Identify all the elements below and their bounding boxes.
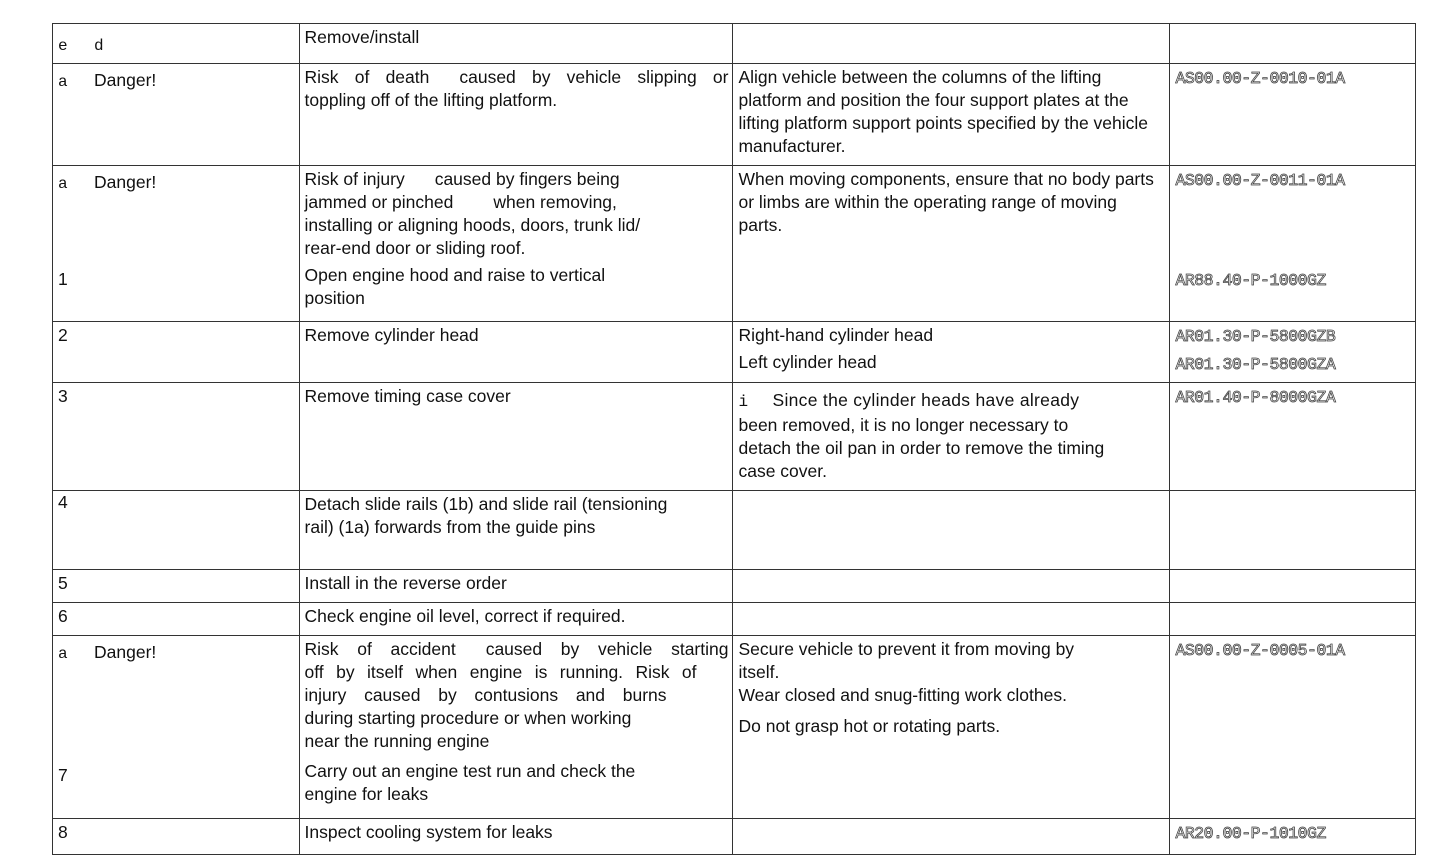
danger-icon: a bbox=[58, 73, 68, 91]
header-cell-empty-3 bbox=[733, 24, 1170, 64]
step-text: Remove timing case cover bbox=[304, 386, 511, 406]
danger-action: Align vehicle between the columns of the lifting platform and position the four support plates at the lifting platform support points specified by the vehicle manufacturer. bbox=[738, 67, 1149, 156]
reference-link[interactable]: AS00.00-Z-0010-01A bbox=[1175, 69, 1345, 88]
danger-icon: a bbox=[58, 645, 68, 663]
step-text: Install in the reverse order bbox=[304, 573, 507, 593]
danger-action-2: Wear closed and snug-fitting work clothes. bbox=[738, 685, 1067, 705]
danger-icon: a bbox=[58, 175, 68, 193]
header-title: Remove/install bbox=[304, 27, 420, 47]
danger-row-3 bbox=[53, 636, 1416, 819]
procedure-table bbox=[52, 23, 1416, 855]
reference-link[interactable]: AR01.40-P-8000GZA bbox=[1175, 388, 1336, 407]
step-text: Inspect cooling system for leaks bbox=[304, 822, 553, 842]
step-number: 4 bbox=[58, 492, 68, 512]
header-symbol-d: d bbox=[94, 37, 104, 55]
step-row-6 bbox=[53, 603, 1416, 636]
reference-link[interactable]: AS00.00-Z-0011-01A bbox=[1175, 171, 1345, 190]
danger-action-1: Secure vehicle to prevent it from moving by itself. bbox=[738, 639, 1075, 682]
step-number: 5 bbox=[58, 573, 68, 593]
step-number: 2 bbox=[58, 325, 68, 345]
reference-link[interactable]: AR20.00-P-1010GZ bbox=[1175, 824, 1326, 843]
step-row-4 bbox=[53, 491, 1416, 570]
reference-link[interactable]: AR01.30-P-5800GZA bbox=[1175, 355, 1336, 374]
header-row bbox=[53, 24, 1416, 64]
danger-label: Danger! bbox=[94, 172, 157, 192]
reference-link[interactable]: AR88.40-P-1000GZ bbox=[1175, 271, 1326, 290]
step-text: Detach slide rails (1b) and slide rail (tensioning rail) (1a) forwards from the guide pins bbox=[304, 494, 668, 537]
step-number: 1 bbox=[58, 269, 68, 289]
header-cell-symbols bbox=[53, 24, 300, 64]
step-action-2: Left cylinder head bbox=[738, 352, 877, 372]
danger-label: Danger! bbox=[94, 70, 157, 90]
danger-row-1 bbox=[53, 64, 1416, 166]
step-row-3 bbox=[53, 383, 1416, 491]
step-row-5 bbox=[53, 570, 1416, 603]
step-text: Carry out an engine test run and check the engine for leaks bbox=[304, 761, 636, 804]
info-icon: i bbox=[738, 393, 749, 411]
danger-row-2 bbox=[53, 166, 1416, 322]
danger-description: Risk of injury caused by fingers being jammed or pinched when removing, installing or aligning hoods, doors, trunk lid/ rear-end door or sliding roof. Open engine hood and raise to vertical position bbox=[300, 166, 733, 310]
step-number: 3 bbox=[58, 386, 68, 406]
step-text: Remove cylinder head bbox=[304, 325, 479, 345]
step-row-8 bbox=[53, 819, 1416, 855]
danger-description: Risk of death caused by vehicle slipping or toppling off of the lifting platform. bbox=[304, 67, 729, 110]
step-row-2 bbox=[53, 322, 1416, 383]
header-symbol-e: e bbox=[58, 37, 68, 55]
info-note: i Since the cylinder heads have already been removed, it is no longer necessary to detach the oil pan in order to remove the timing case cover. bbox=[738, 390, 1105, 481]
danger-label: Danger! bbox=[94, 642, 157, 662]
step-number: 7 bbox=[58, 765, 68, 785]
step-action-1: Right-hand cylinder head bbox=[738, 325, 934, 345]
step-text: Open engine hood and raise to vertical position bbox=[304, 265, 606, 308]
danger-action: When moving components, ensure that no body parts or limbs are within the operating range of moving parts. bbox=[738, 169, 1154, 235]
step-number: 6 bbox=[58, 606, 68, 626]
header-cell-title bbox=[299, 24, 733, 64]
reference-link[interactable]: AS00.00-Z-0005-01A bbox=[1175, 641, 1345, 660]
danger-action-3: Do not grasp hot or rotating parts. bbox=[738, 716, 1001, 736]
header-cell-empty-4 bbox=[1170, 24, 1416, 64]
step-number: 8 bbox=[58, 822, 68, 842]
danger-description: Risk of accident caused by vehicle starting off by itself when engine is running. Risk of injury caused by contusions and burns during starting procedure or when working near the running engine Carry out an engine test run and check the engine for leaks bbox=[304, 639, 729, 804]
reference-link[interactable]: AR01.30-P-5800GZB bbox=[1175, 327, 1336, 346]
step-text: Check engine oil level, correct if required. bbox=[304, 606, 626, 626]
